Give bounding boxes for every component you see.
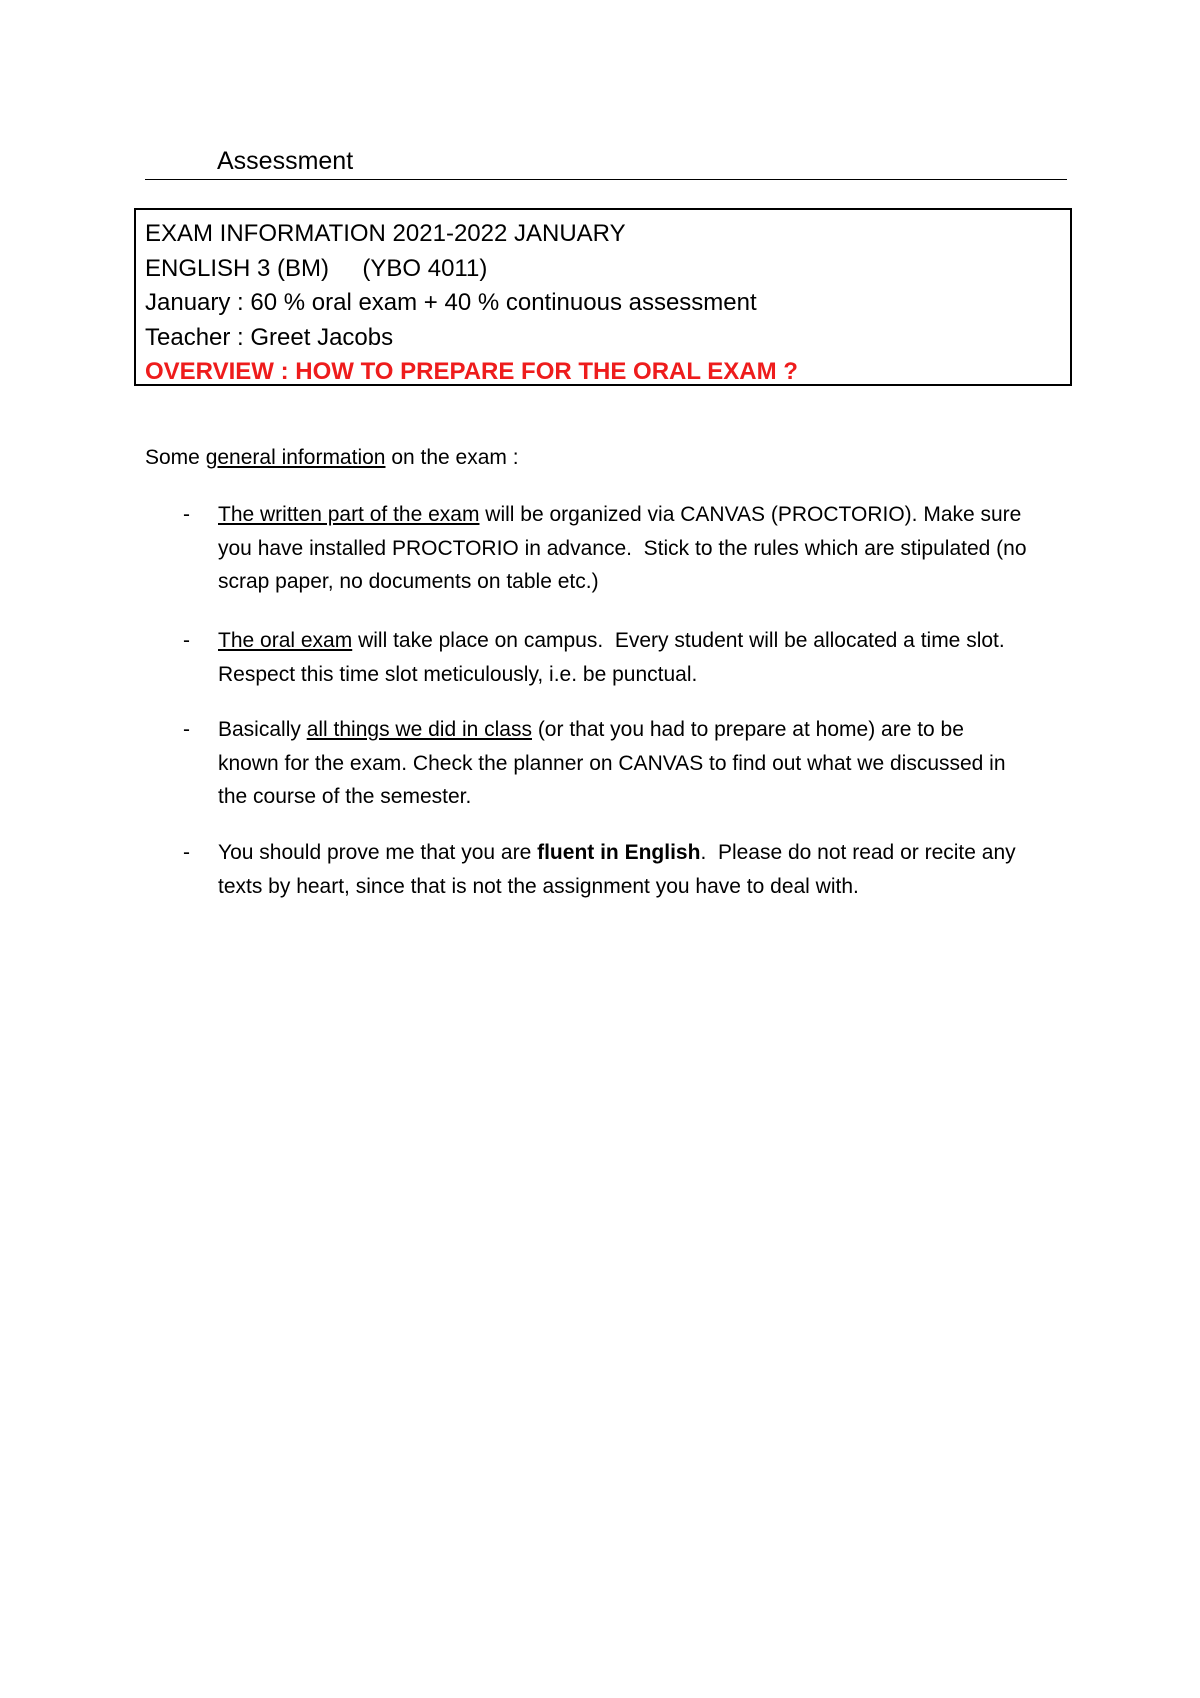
bullet-dash: - (183, 629, 190, 652)
grading-line: January : 60 % oral exam + 40 % continuous assessment (145, 289, 757, 316)
bullet-text (218, 498, 1083, 599)
bullet-line-pre: Basically (218, 718, 307, 741)
bullet-line-rest: . Please do not read or recite any (700, 841, 1016, 864)
overview-heading: OVERVIEW : HOW TO PREPARE FOR THE ORAL EXAM ? (145, 358, 798, 385)
course-code-line: ENGLISH 3 (BM) (YBO 4011) (145, 254, 488, 282)
bullet-dash: - (183, 718, 190, 741)
teacher-line: Teacher : Greet Jacobs (145, 323, 394, 351)
bullet-line: known for the exam. Check the planner on CANVAS to find out what we discussed in (218, 751, 1006, 775)
bullet-bold: fluent in English (537, 841, 701, 864)
bullet-line (218, 624, 1083, 658)
intro-text-post: on the exam : (385, 446, 519, 469)
bullet-line: scrap paper, no documents on table etc.) (218, 570, 599, 593)
intro-line (145, 443, 519, 473)
bullet-line-rest: (or that you had to prepare at home) are to be (531, 718, 964, 741)
bullet-text (218, 713, 1083, 814)
header-label: Assessment (217, 147, 354, 175)
bullet-underlined: The written part of the exam (218, 503, 480, 526)
bullet-line (218, 836, 1083, 870)
bullet-line-rest: will take place on campus. Every student will be allocated a time slot. (352, 629, 1005, 652)
bullet-dash: - (183, 841, 190, 864)
bullet-line-pre: You should prove me that you are (218, 841, 538, 864)
header-rule (145, 179, 1067, 180)
bullet-line: Respect this time slot meticulously, i.e. be punctual. (218, 662, 698, 686)
bullet-underlined: all things we did in class (306, 718, 532, 741)
bullet-dash: - (183, 503, 190, 526)
bullet-line: you have installed PROCTORIO in advance. Stick to the rules which are stipulated (no (218, 536, 1027, 560)
exam-info-box (134, 208, 1072, 386)
bullet-line-rest: will be organized via CANVAS (PROCTORIO). Make sure (479, 503, 1022, 526)
bullet-text (218, 836, 1083, 903)
bullet-line: texts by heart, since that is not the assignment you have to deal with. (218, 874, 859, 898)
bullet-text (218, 624, 1083, 691)
bullet-underlined: The oral exam (218, 629, 353, 652)
intro-text-underlined: general information (205, 446, 386, 469)
bullet-line: the course of the semester. (218, 785, 472, 808)
exam-info-title: EXAM INFORMATION 2021-2022 JANUARY (145, 220, 626, 247)
intro-text-pre: Some (145, 446, 206, 469)
bullet-line (218, 713, 1083, 747)
bullet-line (218, 498, 1083, 532)
